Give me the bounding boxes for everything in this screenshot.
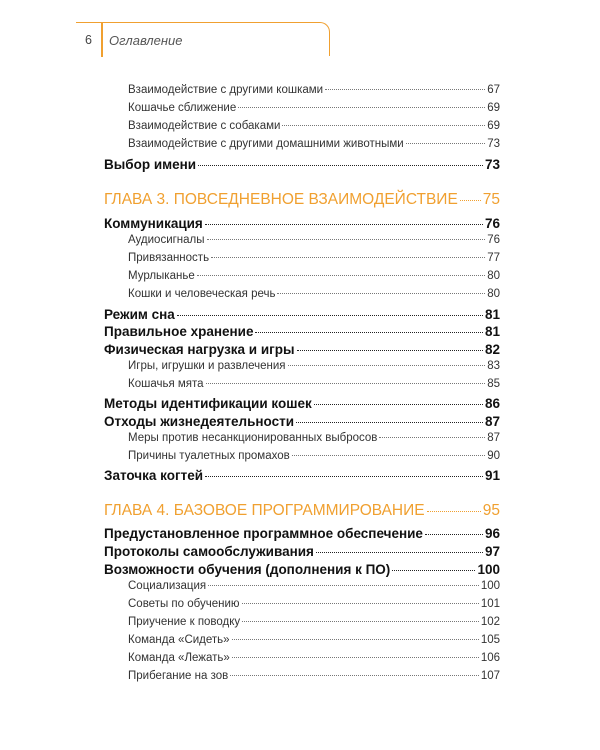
dot-leader bbox=[232, 638, 479, 640]
dot-leader bbox=[238, 106, 485, 108]
toc-entry-title: Физическая нагрузка и игры bbox=[104, 342, 295, 357]
toc-section-entry bbox=[104, 342, 500, 357]
dot-leader bbox=[314, 403, 483, 405]
toc-subsection-entry bbox=[104, 670, 500, 682]
dot-leader bbox=[325, 88, 485, 90]
toc-chapter-entry bbox=[104, 191, 500, 209]
toc-entry-title: Взаимодействие с другими домашними животными bbox=[128, 138, 404, 150]
toc-entry-title: Режим сна bbox=[104, 307, 175, 322]
toc-section-entry bbox=[104, 468, 500, 483]
running-title: Оглавление bbox=[109, 32, 183, 48]
toc-entry-page: 107 bbox=[480, 670, 500, 682]
dot-leader bbox=[379, 436, 485, 438]
toc-entry-page: 80 bbox=[487, 270, 500, 282]
dot-leader bbox=[197, 274, 485, 276]
toc-subsection-entry bbox=[104, 616, 500, 628]
toc-chapter-entry bbox=[104, 502, 500, 520]
toc-entry-page: 101 bbox=[480, 598, 500, 610]
toc-entry-page: 87 bbox=[487, 432, 500, 444]
dot-leader bbox=[297, 349, 483, 351]
toc-subsection-entry bbox=[104, 120, 500, 132]
dot-leader bbox=[277, 292, 485, 294]
toc-subsection-entry bbox=[104, 450, 500, 462]
dot-leader bbox=[208, 584, 479, 586]
dot-leader bbox=[296, 421, 483, 423]
toc-entry-page: 91 bbox=[484, 468, 500, 483]
toc-entry-title: Прибегание на зов bbox=[128, 670, 229, 682]
dot-leader bbox=[205, 475, 483, 477]
toc-entry-page: 77 bbox=[487, 252, 500, 264]
dot-leader bbox=[205, 223, 483, 225]
toc-entry-page: 75 bbox=[482, 191, 500, 208]
toc-entry-page: 90 bbox=[487, 450, 500, 462]
toc-entry-title: Методы идентификации кошек bbox=[104, 396, 312, 411]
dot-leader bbox=[282, 124, 485, 126]
toc-entry-title: Кошачье сближение bbox=[128, 102, 237, 114]
toc-entry-title: Заточка когтей bbox=[104, 468, 204, 483]
dot-leader bbox=[207, 238, 486, 240]
toc-entry-page: 76 bbox=[487, 234, 500, 246]
toc-entry-title: Аудиосигналы bbox=[128, 234, 205, 246]
toc-entry-page: 80 bbox=[487, 288, 500, 300]
toc-entry-title: Коммуникация bbox=[104, 216, 203, 231]
dot-leader bbox=[406, 142, 486, 144]
toc-entry-page: 81 bbox=[484, 324, 500, 339]
dot-leader bbox=[242, 620, 479, 622]
toc-entry-title: Игры, игрушки и развлечения bbox=[128, 360, 286, 372]
toc-section-entry bbox=[104, 396, 500, 411]
toc-subsection-entry bbox=[104, 252, 500, 264]
toc-entry-title: Предустановленное программное обеспечение bbox=[104, 526, 423, 541]
dot-leader bbox=[392, 569, 475, 571]
dot-leader bbox=[198, 164, 483, 166]
toc-entry-title: Взаимодействие с другими кошками bbox=[128, 84, 324, 96]
toc-section-entry bbox=[104, 157, 500, 172]
toc-subsection-entry bbox=[104, 138, 500, 150]
toc-subsection-entry bbox=[104, 634, 500, 646]
toc-entry-page: 97 bbox=[484, 544, 500, 559]
toc-subsection-entry bbox=[104, 580, 500, 592]
toc-entry-title: Мурлыканье bbox=[128, 270, 195, 282]
dot-leader bbox=[316, 551, 483, 553]
toc-entry-page: 81 bbox=[484, 307, 500, 322]
toc-entry-page: 82 bbox=[484, 342, 500, 357]
toc-entry-page: 69 bbox=[487, 120, 500, 132]
toc-entry-title: Советы по обучению bbox=[128, 598, 240, 610]
toc-entry-page: 85 bbox=[487, 378, 500, 390]
dot-leader bbox=[177, 314, 483, 316]
toc-entry-page: 86 bbox=[484, 396, 500, 411]
toc-entry-page: 73 bbox=[484, 157, 500, 172]
toc-entry-page: 67 bbox=[487, 84, 500, 96]
toc-entry-title: Приучение к поводку bbox=[128, 616, 241, 628]
toc-entry-page: 73 bbox=[487, 138, 500, 150]
toc-entry-title: Меры против несанкционированных выбросов bbox=[128, 432, 378, 444]
toc-entry-page: 83 bbox=[487, 360, 500, 372]
dot-leader bbox=[211, 256, 485, 258]
toc-entry-page: 95 bbox=[482, 502, 500, 519]
page-number: 6 bbox=[85, 33, 92, 47]
toc-entry-title: Команда «Лежать» bbox=[128, 652, 230, 664]
toc-subsection-entry bbox=[104, 288, 500, 300]
toc-section-entry bbox=[104, 216, 500, 231]
toc-entry-page: 76 bbox=[484, 216, 500, 231]
toc-section-entry bbox=[104, 526, 500, 541]
toc-subsection-entry bbox=[104, 234, 500, 246]
toc-entry-page: 106 bbox=[480, 652, 500, 664]
toc-entry-title: Взаимодействие с собаками bbox=[128, 120, 281, 132]
toc-entry-title: Социализация bbox=[128, 580, 207, 592]
dot-leader bbox=[292, 454, 485, 456]
toc-entry-title: Протоколы самообслуживания bbox=[104, 544, 314, 559]
toc-entry-title: ГЛАВА 4. БАЗОВОЕ ПРОГРАММИРОВАНИЕ bbox=[104, 502, 425, 519]
dot-leader bbox=[206, 382, 486, 384]
toc-section-entry bbox=[104, 324, 500, 339]
toc-entry-title: Привязанность bbox=[128, 252, 210, 264]
toc-subsection-entry bbox=[104, 378, 500, 390]
toc-section-entry bbox=[104, 562, 500, 577]
toc-entry-page: 100 bbox=[477, 562, 500, 577]
toc-subsection-entry bbox=[104, 360, 500, 372]
toc-entry-title: Причины туалетных промахов bbox=[128, 450, 290, 462]
running-header bbox=[76, 22, 330, 56]
toc-section-entry bbox=[104, 414, 500, 429]
toc-subsection-entry bbox=[104, 652, 500, 664]
toc-entry-page: 96 bbox=[484, 526, 500, 541]
toc-entry-title: Отходы жизнедеятельности bbox=[104, 414, 295, 429]
dot-leader bbox=[460, 199, 481, 201]
toc-entry-page: 87 bbox=[484, 414, 500, 429]
toc-entry-page: 105 bbox=[480, 634, 500, 646]
header-divider bbox=[101, 23, 103, 57]
toc-subsection-entry bbox=[104, 102, 500, 114]
toc-entry-title: Выбор имени bbox=[104, 157, 197, 172]
toc-entry-title: Возможности обучения (дополнения к ПО) bbox=[104, 562, 391, 577]
toc-section-entry bbox=[104, 544, 500, 559]
dot-leader bbox=[232, 656, 479, 658]
toc-subsection-entry bbox=[104, 432, 500, 444]
toc-subsection-entry bbox=[104, 598, 500, 610]
dot-leader bbox=[288, 364, 486, 366]
toc-subsection-entry bbox=[104, 270, 500, 282]
toc-entry-title: Правильное хранение bbox=[104, 324, 254, 339]
toc-entry-title: Команда «Сидеть» bbox=[128, 634, 230, 646]
toc-entry-title: ГЛАВА 3. ПОВСЕДНЕВНОЕ ВЗАИМОДЕЙСТВИЕ bbox=[104, 191, 458, 208]
toc-entry-title: Кошки и человеческая речь bbox=[128, 288, 276, 300]
toc-subsection-entry bbox=[104, 84, 500, 96]
toc-entry-page: 100 bbox=[480, 580, 500, 592]
dot-leader bbox=[230, 674, 479, 676]
toc-entry-page: 102 bbox=[480, 616, 500, 628]
dot-leader bbox=[425, 533, 483, 535]
toc-entry-title: Кошачья мята bbox=[128, 378, 204, 390]
toc-section-entry bbox=[104, 307, 500, 322]
dot-leader bbox=[255, 331, 482, 333]
dot-leader bbox=[427, 510, 481, 512]
dot-leader bbox=[242, 602, 479, 604]
toc-entry-page: 69 bbox=[487, 102, 500, 114]
